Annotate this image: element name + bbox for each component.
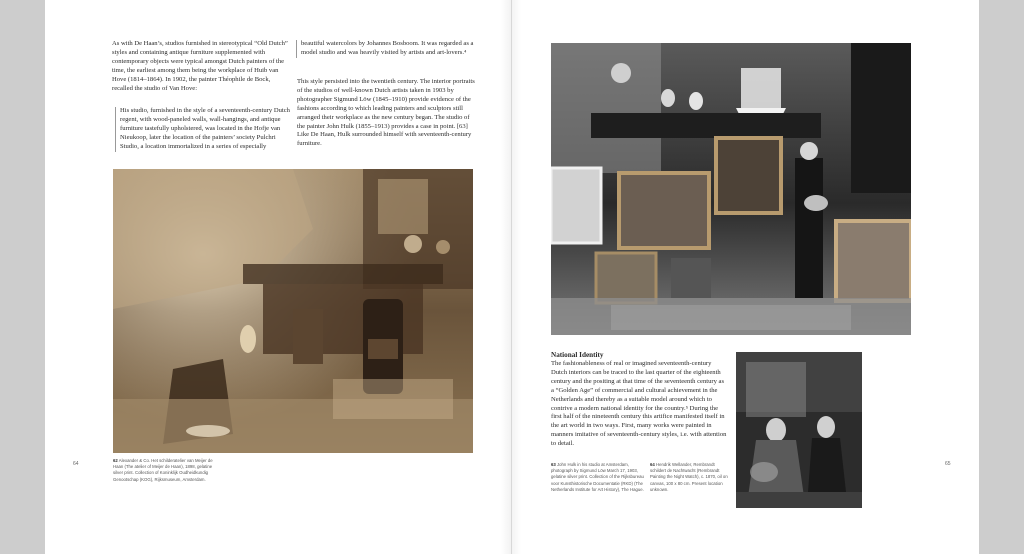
section-heading: National Identity bbox=[551, 351, 604, 359]
page-number-right: 65 bbox=[945, 461, 951, 467]
quote-text: His studio, furnished in the style of a seventeenth-century Dutch regent, with wood-paneled walls, wall-hangings, and antique furniture tastefully upholstered, was located in the Hofje van Nieukoop, later the location of the painters’ society Pulchri Studio, a location immortalized in a series of especially bbox=[120, 107, 290, 150]
gutter bbox=[511, 0, 512, 554]
book-spread bbox=[45, 0, 979, 554]
right-text bbox=[551, 360, 727, 449]
caption-64-text: Hendrik Wellander, Rembrandt schildert de Nachtwacht (Rembrandt Painting the Night Watch), c. 1870, oil on canvas, 100 x 80 cm. Present location unknown. bbox=[650, 462, 728, 492]
caption-62 bbox=[113, 458, 221, 483]
left-col1-text bbox=[112, 40, 292, 93]
right-para: The fashionableness of real or imagined seventeenth-century Dutch interiors can be traced to the last quarter of the eighteenth century and the positing at that time of the seventeenth century as a “Golden Age” of commercial and cultural achievement in the Netherlands and thereby as a suitable model around which to contrive a modern national identity for the country.⁵ During the first half of the nineteenth century this artifice manifested itself in the art world in two ways. First, many works were painted in manners imitative of seventeenth-century styles, i.e. with attention to detail. bbox=[551, 360, 727, 448]
caption-62-number: 62 bbox=[113, 458, 118, 463]
photo-meijer-de-haan-studio bbox=[113, 169, 473, 453]
left-col1-para1: As with De Haan’s, studios furnished in stereotypical “Old Dutch” styles and containing antique furniture supplemented with contemporary objects were typical amongst Dutch painters of the time, the earliest among them being the workplace of Huib van Hove (1814–1864). In 1902, the painter Théophile de Bock, recalled the studio of Van Hove: bbox=[112, 40, 288, 92]
photo-rembrandt-night-watch-painting bbox=[736, 352, 862, 508]
left-blockquote-cont bbox=[296, 40, 476, 58]
left-col2-text bbox=[297, 78, 475, 149]
caption-64 bbox=[650, 462, 730, 493]
left-blockquote bbox=[115, 107, 295, 152]
caption-63-number: 63 bbox=[551, 462, 556, 467]
caption-63-text: John Hulk in his studio at Amsterdam, photograph by Sigmund Löw March 17, 1903, gelatine silver print. Collection of the Rijksbureau voor Kunsthistorische Documentatie (RKD) (The Netherlands Institute for Art History), The Hague. bbox=[551, 462, 644, 492]
left-col2-para: This style persisted into the twentieth century. The interior portraits of the studios of well-known Dutch artists taken in 1903 by photographer Sigmund Löw (1845–1910) provide evidence of the fashions according to which leading painters and sculptors still arranged their workplace as the new century began. The studio of the painter John Hulk (1855–1913) provides a case in point. [63] Like De Haan, Hulk surrounded himself with seventeenth-century furniture. bbox=[297, 78, 475, 148]
photo-john-hulk-studio bbox=[551, 43, 911, 335]
quote-cont-text: beautiful watercolors by Johannes Bosboom. It was regarded as a model studio and was heavily visited by artists and art-lovers.⁴ bbox=[301, 40, 474, 56]
caption-62-text: Alexander & Co. Het schilderatelier van Meijer de Haan (The atelier of Meijer de Haan), 1898, gelatine silver print. Collection of Koninklijk Oudheidkundig Genootschap (KOG), Rijksmuseum, Amsterdam. bbox=[113, 458, 213, 482]
caption-63 bbox=[551, 462, 645, 493]
caption-64-number: 64 bbox=[650, 462, 655, 467]
page-number-left: 64 bbox=[73, 461, 79, 467]
